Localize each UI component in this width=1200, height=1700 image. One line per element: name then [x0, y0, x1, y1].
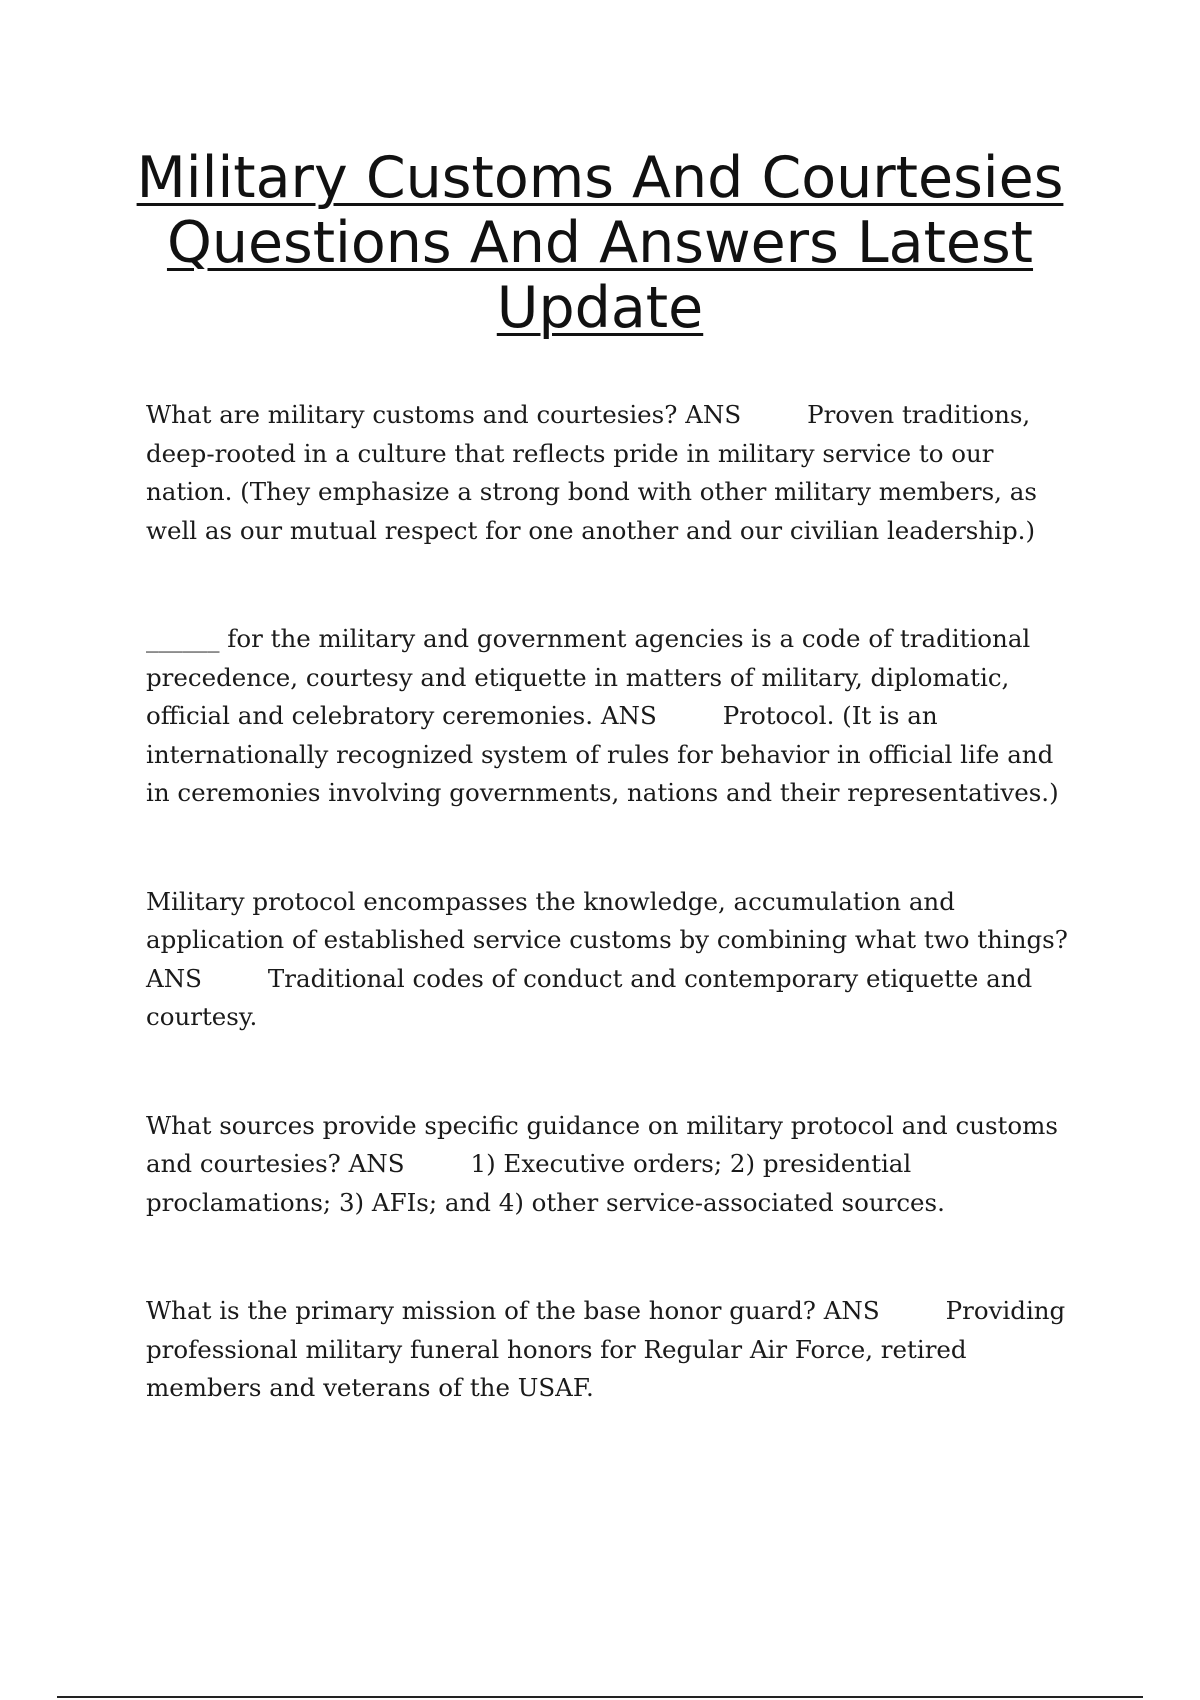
answer-text: Protocol. (It is an internationally recognized system of rules for behavior in official life and in ceremonies involving governments, nations and their representatives.) [146, 701, 1059, 807]
qa-item [146, 1292, 1084, 1408]
qa-item [146, 620, 1084, 813]
answer-marker: ANS [600, 701, 657, 730]
qa-list [146, 396, 1084, 1478]
question-text: Military protocol encompasses the knowledge, accumulation and application of established service customs by combining what two things? [146, 886, 1068, 954]
question-text: What are military customs and courtesies? [146, 400, 678, 429]
answer-marker: ANS [146, 963, 202, 993]
qa-item [146, 883, 1084, 1037]
qa-item [146, 396, 1084, 550]
question-text: ______ for the military and government agencies is a code of traditional precedence, courtesy and etiquette in matters of military, diplomatic, official and celebratory ceremonies. [146, 624, 1031, 730]
answer-marker: ANS [823, 1296, 880, 1325]
qa-item [146, 1107, 1084, 1223]
answer-text: Traditional codes of conduct and contemporary etiquette and courtesy. [146, 963, 1033, 1031]
question-text: What is the primary mission of the base honor guard? [146, 1296, 816, 1325]
answer-text: Proven traditions, deep-rooted in a culture that reflects pride in military service to our nation. (They emphasize a strong bond with other military members, as well as our mutual respect for one another and our civilian leadership.) [146, 400, 1037, 545]
question-text: What sources provide specific guidance on military protocol and customs and courtesies? [146, 1110, 1058, 1178]
answer-text: Providing professional military funeral honors for Regular Air Force, retired members and veterans of the USAF. [146, 1296, 1066, 1402]
footer-rule [57, 1696, 1143, 1698]
answer-text: 1) Executive orders; 2) presidential proclamations; 3) AFIs; and 4) other service-associated sources. [146, 1149, 945, 1217]
answer-marker: ANS [685, 400, 742, 429]
answer-marker: ANS [348, 1149, 405, 1178]
document-title: Military Customs And Courtesies Questions And Answers Latest Update [136, 145, 1064, 341]
